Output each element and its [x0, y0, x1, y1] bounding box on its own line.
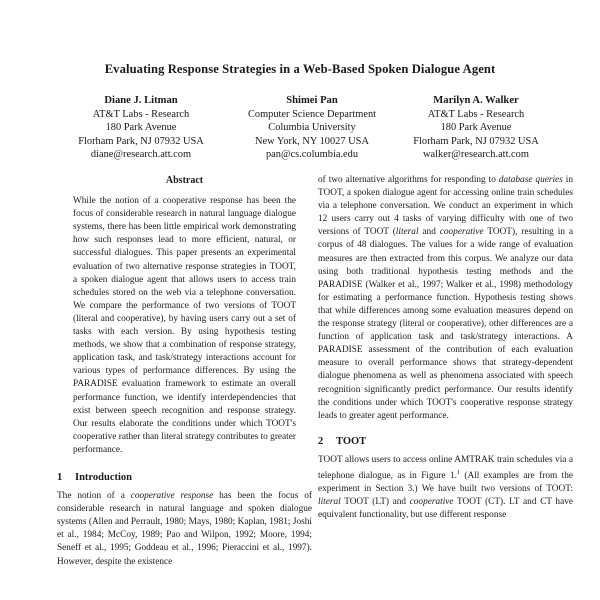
- author-address: Columbia University: [268, 122, 356, 134]
- author-address: Florham Park, NJ 07932 USA: [78, 135, 204, 147]
- author-email: walker@research.att.com: [423, 149, 529, 161]
- author-affiliation: Computer Science Department: [247, 108, 377, 120]
- section-number: 1: [57, 471, 63, 483]
- author-block-2: [232, 94, 392, 162]
- section-title: TOOT: [336, 435, 367, 447]
- section-heading-introduction: [57, 471, 312, 484]
- author-name: Diane J. Litman: [104, 95, 178, 106]
- section-number: 2: [318, 435, 324, 447]
- author-address: 180 Park Avenue: [105, 122, 177, 134]
- section-title: Introduction: [75, 471, 132, 483]
- author-email: diane@research.att.com: [90, 149, 192, 161]
- right-column: [318, 174, 573, 522]
- section-heading-toot: [318, 435, 573, 448]
- author-address: Florham Park, NJ 07932 USA: [413, 135, 539, 147]
- footnote-mark: 1: [456, 469, 460, 476]
- author-address: New York, NY 10027 USA: [255, 135, 369, 147]
- author-affiliation: AT&T Labs - Research: [427, 108, 525, 120]
- left-column: [57, 174, 312, 569]
- body-paragraph: of two alternative algorithms for responding to database queries in TOOT, a spoken dialogue agent for accessing online train schedules via a telephone conversation. We conduct an experiment in which 12 users carry out 4 tasks of varying difficulty with one of two versions of TOOT (literal and cooperative TOOT), resulting in a corpus of 48 dialogues. The values for a wide range of evaluation measures are then extracted from this corpus. We analyze our data using both traditional hypothesis testing methods and the PARADISE (Walker et al., 1997; Walker et al., 1998) methodology for estimating a performance function. Hypothesis testing shows that while differences among some evaluation measures depend on the response strategy (literal or cooperative), other differences are a function of application task and task/strategy interactions. A PARADISE assessment of the contribution of each evaluation measure to overall performance shows that strategy-dependent dialogue phenomena as well as phenomena associated with speech recognition significantly predict performance. Our results identify the conditions under which TOOT's cooperative response strategy leads to greater agent performance.: [318, 175, 574, 421]
- author-block-1: [66, 94, 216, 162]
- introduction-paragraph: The notion of a cooperative response has been the focus of considerable research in natural language and spoken dialogue systems (Allen and Perrault, 1980; Mays, 1980; Kaplan, 1981; Joshi et al., 1984; McCoy, 1989; Pao and Wilpon, 1992; Moore, 1994; Seneff et al., 1995; Goddeau et al., 1996; Pieraccini et al., 1997). However, despite the existence: [57, 491, 312, 567]
- paper-title: Evaluating Response Strategies in a Web-Based Spoken Dialogue Agent: [104, 62, 496, 76]
- author-block-3: [400, 94, 552, 162]
- author-affiliation: AT&T Labs - Research: [92, 108, 190, 120]
- author-name: Marilyn A. Walker: [433, 95, 519, 106]
- abstract-text: While the notion of a cooperative response has been the focus of considerable research in natural language dialogue systems, there has been little empirical work demonstrating how such responses lead to more efficient, natural, or successful dialogues. This paper presents an experimental evaluation of two alternative response strategies in TOOT, a spoken dialogue agent that allows users to access train schedules stored on the web via a telephone conversation. We compare the performance of two versions of TOOT (literal and cooperative), by having users carry out a set of tasks with each version. By using hypothesis testing methods, we show that a combination of response strategy, application task, and task/strategy interactions account for various types of performance differences. By using the PARADISE evaluation framework to estimate an overall performance function, we identify interdependencies that exist between speech recognition and response strategy. Our results elaborate the conditions under which TOOT's cooperative rather than literal strategy contributes to greater performance.: [73, 196, 296, 455]
- author-address: 180 Park Avenue: [440, 122, 512, 134]
- toot-paragraph: TOOT allows users to access online AMTRAK train schedules via a telephone dialogue, as in Figure 1.$^1$ (All examples are from the experiment in Section 3.) We have built two versions of TOOT: literal TOOT (LT) and cooperative TOOT (CT). LT and CT have equivalent functionality, but use different response: [318, 454, 573, 521]
- author-email: pan@cs.columbia.edu: [265, 149, 359, 161]
- abstract-heading: Abstract: [165, 175, 204, 186]
- author-name: Shimei Pan: [286, 95, 338, 106]
